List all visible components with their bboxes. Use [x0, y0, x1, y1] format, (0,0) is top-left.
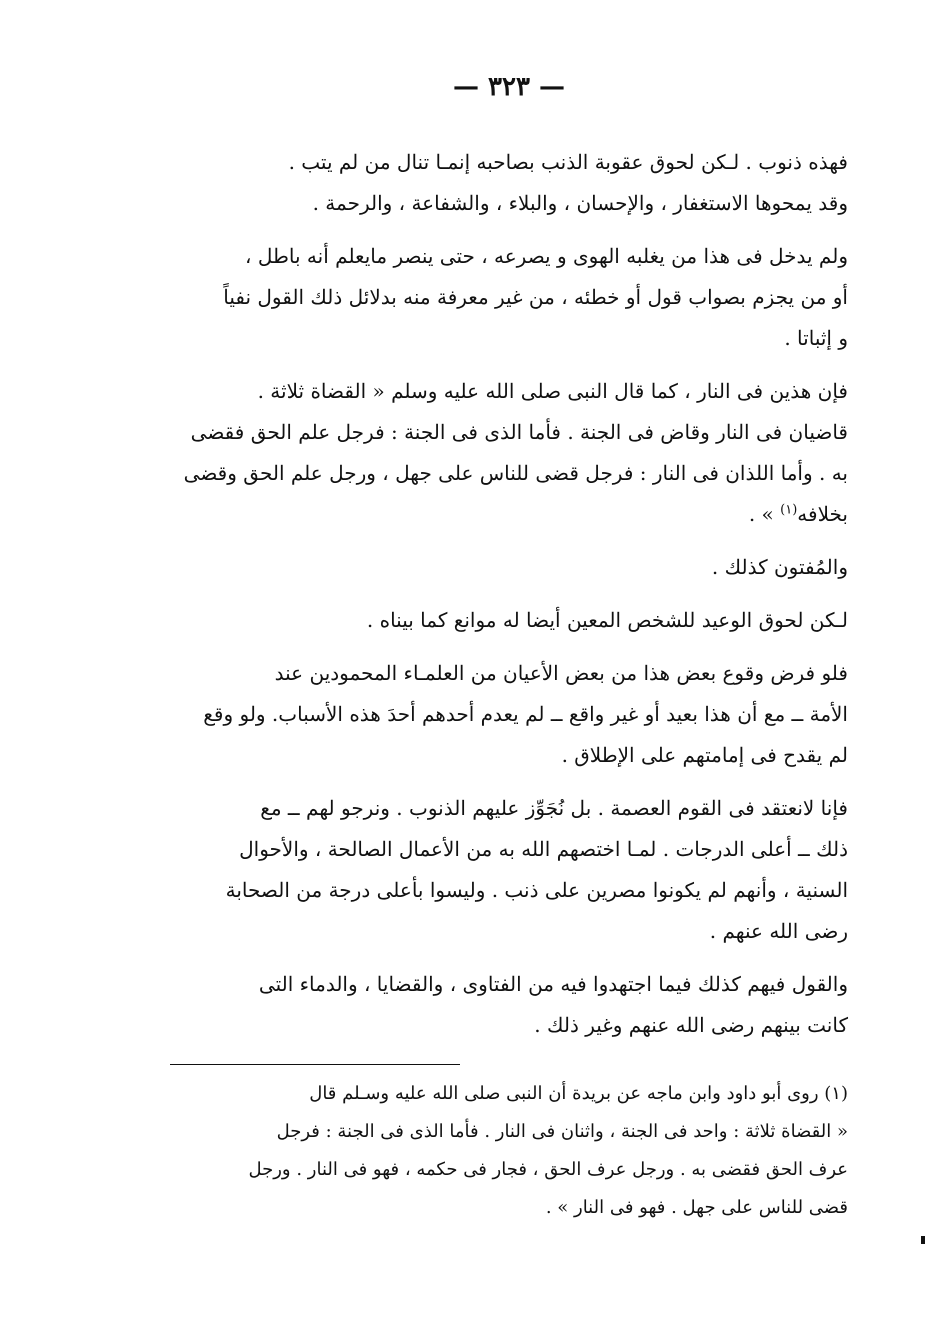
- paragraph: [170, 600, 848, 641]
- text-line: كانت بينهم رضى الله عنهم وغير ذلك .: [534, 1013, 848, 1037]
- text-line: لـكن لحوق الوعيد للشخص المعين أيضا له موانع كما بيناه .: [366, 608, 848, 632]
- text-line: قاضيان فى النار وقاض فى الجنة . فأما الذى فى الجنة : فرجل علم الحق فقضى: [190, 420, 848, 444]
- text-line: ذلك ــ أعلى الدرجات . لمـا اختصهم الله به من الأعمال الصالحة ، والأحوال: [239, 837, 848, 861]
- text-line: به . وأما اللذان فى النار : فرجل قضى للناس على جهل ، ورجل علم الحق وقضى: [183, 461, 848, 485]
- text-fragment: بخلافه: [797, 502, 848, 526]
- footnotes: [170, 1075, 848, 1227]
- text-line: أو من يجزم بصواب قول أو خطئه ، من غير معرفة منه بدلائل ذلك القول نفياً: [223, 285, 848, 309]
- footnote-line: « القضاة ثلاثة : واحد فى الجنة ، واثنان فى النار . فأما الذى فى الجنة : فرجل: [276, 1121, 848, 1142]
- paragraph: [170, 371, 848, 535]
- footnote-reference[interactable]: (١): [780, 502, 798, 518]
- text-line: رضى الله عنهم .: [709, 919, 848, 943]
- text-line: لم يقدح فى إمامتهم على الإطلاق .: [561, 743, 848, 767]
- text-line: [170, 494, 848, 535]
- paragraph: [170, 142, 848, 224]
- text-line: فإنا لانعتقد فى القوم العصمة . بل نُجَوِّز عليهم الذنوب . ونرجو لهم ــ مع: [260, 796, 848, 820]
- text-fragment: » .: [748, 502, 781, 526]
- footnote-line: (١) روى أبو داود وابن ماجه عن بريدة أن النبى صلى الله عليه وسـلم قال: [309, 1083, 848, 1104]
- text-line: الأمة ــ مع أن هذا بعيد أو غير واقع ــ لم يعدم أحدهم أحدَ هذه الأسباب. ولو وقع: [203, 702, 848, 726]
- paragraph: [170, 236, 848, 359]
- paragraph: [170, 964, 848, 1046]
- text-line: فلو فرض وقوع بعض هذا من بعض الأعيان من العلمـاء المحمودين عند: [274, 661, 848, 685]
- text-line: والمُفتون كذلك .: [711, 555, 848, 579]
- paragraph: [170, 653, 848, 776]
- footnote: [170, 1075, 848, 1227]
- paragraph: [170, 547, 848, 588]
- text-line: السنية ، وأنهم لم يكونوا مصرين على ذنب . وليسوا بأعلى درجة من الصحابة: [225, 878, 848, 902]
- scan-edge-mark: [921, 1236, 925, 1244]
- text-line: و إثباتا .: [784, 326, 848, 350]
- text-line: فهذه ذنوب . لـكن لحوق عقوبة الذنب بصاحبه إنمـا تنال من لم يتب .: [288, 150, 848, 174]
- footnote-line: عرف الحق فقضى به . ورجل عرف الحق ، فجار فى حكمه ، فهو فى النار . ورجل: [248, 1159, 848, 1180]
- book-page: [170, 70, 848, 1300]
- footnote-separator-wrap: [170, 1058, 848, 1075]
- text-line: وقد يمحوها الاستغفار ، والإحسان ، والبلاء ، والشفاعة ، والرحمة .: [312, 191, 848, 215]
- text-line: والقول فيهم كذلك فيما اجتهدوا فيه من الفتاوى ، والقضايا ، والدماء التى: [258, 972, 848, 996]
- footnote-line: قضى للناس على جهل . فهو فى النار » .: [545, 1197, 848, 1218]
- main-text: [170, 142, 848, 1046]
- text-line: فإن هذين فى النار ، كما قال النبى صلى الله عليه وسلم « القضاة ثلاثة .: [257, 379, 848, 403]
- paragraph: [170, 788, 848, 952]
- page-number: — ٣٢٣ —: [452, 72, 566, 102]
- footnote-separator: [170, 1064, 460, 1065]
- text-line: ولم يدخل فى هذا من يغلبه الهوى و يصرعه ، حتى ينصر مايعلم أنه باطل ،: [245, 244, 848, 268]
